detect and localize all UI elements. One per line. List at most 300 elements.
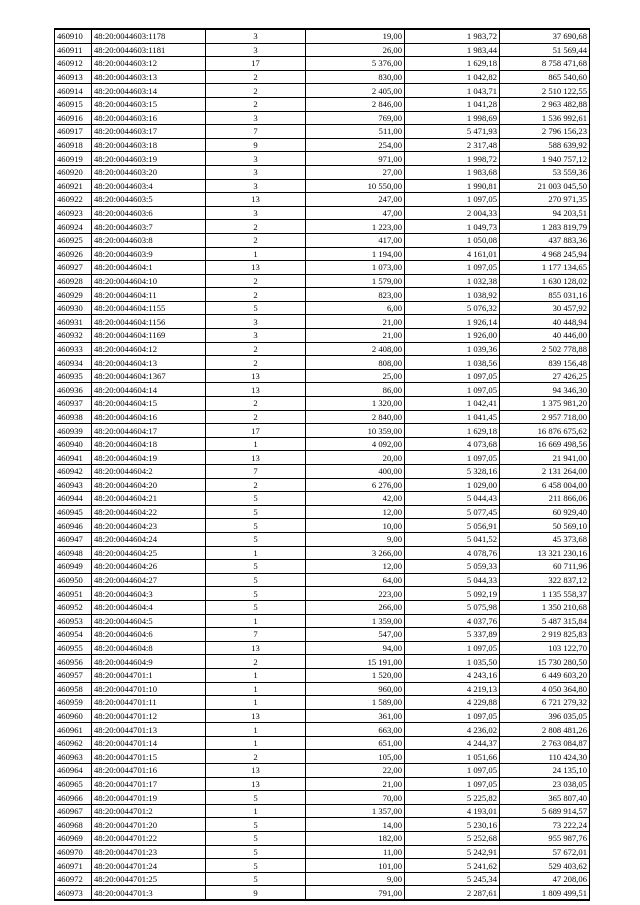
cadastral-value-cell: 396 035,05 xyxy=(500,709,590,723)
specific-value-cell: 1 990,81 xyxy=(405,179,500,193)
group-cell: 9 xyxy=(206,138,306,152)
area-cell: 15 191,00 xyxy=(306,655,405,669)
area-cell: 400,00 xyxy=(306,465,405,479)
specific-value-cell: 5 076,32 xyxy=(405,301,500,315)
row-number-cell: 460944 xyxy=(55,492,92,506)
group-cell: 5 xyxy=(206,859,306,873)
table-row xyxy=(55,397,590,411)
cadastral-value-cell: 53 559,36 xyxy=(500,165,590,179)
area-cell: 4 092,00 xyxy=(306,437,405,451)
group-cell: 1 xyxy=(206,614,306,628)
area-cell: 47,00 xyxy=(306,206,405,220)
row-number-cell: 460952 xyxy=(55,600,92,614)
cadastral-value-cell: 2 796 156,23 xyxy=(500,125,590,139)
group-cell: 2 xyxy=(206,97,306,111)
cadastral-number-cell: 48:20:0044603:9 xyxy=(92,247,206,261)
cadastral-number-cell: 48:20:0044604:21 xyxy=(92,492,206,506)
specific-value-cell: 5 230,16 xyxy=(405,818,500,832)
table-row xyxy=(55,356,590,370)
cadastral-number-cell: 48:20:0044604:1156 xyxy=(92,315,206,329)
area-cell: 9,00 xyxy=(306,872,405,886)
area-cell: 10 359,00 xyxy=(306,424,405,438)
row-number-cell: 460960 xyxy=(55,709,92,723)
group-cell: 7 xyxy=(206,628,306,642)
area-cell: 27,00 xyxy=(306,165,405,179)
table-row xyxy=(55,845,590,859)
group-cell: 13 xyxy=(206,369,306,383)
row-number-cell: 460936 xyxy=(55,383,92,397)
group-cell: 7 xyxy=(206,125,306,139)
cadastral-number-cell: 48:20:0044701:3 xyxy=(92,886,206,900)
cadastral-value-cell: 437 883,36 xyxy=(500,233,590,247)
area-cell: 2 846,00 xyxy=(306,97,405,111)
cadastral-number-cell: 48:20:0044604:5 xyxy=(92,614,206,628)
table-row xyxy=(55,736,590,750)
group-cell: 2 xyxy=(206,750,306,764)
row-number-cell: 460933 xyxy=(55,342,92,356)
row-number-cell: 460938 xyxy=(55,410,92,424)
cadastral-value-cell: 5 487 315,84 xyxy=(500,614,590,628)
row-number-cell: 460958 xyxy=(55,682,92,696)
area-cell: 21,00 xyxy=(306,777,405,791)
row-number-cell: 460917 xyxy=(55,125,92,139)
row-number-cell: 460959 xyxy=(55,696,92,710)
row-number-cell: 460968 xyxy=(55,818,92,832)
cadastral-value-cell: 47 208,06 xyxy=(500,872,590,886)
area-cell: 10 550,00 xyxy=(306,179,405,193)
area-cell: 1 579,00 xyxy=(306,274,405,288)
area-cell: 94,00 xyxy=(306,641,405,655)
group-cell: 2 xyxy=(206,220,306,234)
specific-value-cell: 5 075,98 xyxy=(405,600,500,614)
area-cell: 70,00 xyxy=(306,791,405,805)
specific-value-cell: 1 629,18 xyxy=(405,424,500,438)
specific-value-cell: 1 097,05 xyxy=(405,383,500,397)
cadastral-value-cell: 94 203,51 xyxy=(500,206,590,220)
cadastral-value-cell: 45 373,68 xyxy=(500,532,590,546)
area-cell: 1 194,00 xyxy=(306,247,405,261)
group-cell: 13 xyxy=(206,193,306,207)
area-cell: 417,00 xyxy=(306,233,405,247)
area-cell: 808,00 xyxy=(306,356,405,370)
cadastral-number-cell: 48:20:0044604:1367 xyxy=(92,369,206,383)
cadastral-number-cell: 48:20:0044701:16 xyxy=(92,764,206,778)
specific-value-cell: 1 041,28 xyxy=(405,97,500,111)
specific-value-cell: 2 004,33 xyxy=(405,206,500,220)
group-cell: 1 xyxy=(206,437,306,451)
specific-value-cell: 1 097,05 xyxy=(405,193,500,207)
group-cell: 3 xyxy=(206,165,306,179)
cadastral-number-cell: 48:20:0044603:19 xyxy=(92,152,206,166)
table-row xyxy=(55,600,590,614)
area-cell: 830,00 xyxy=(306,70,405,84)
table-row xyxy=(55,383,590,397)
area-cell: 10,00 xyxy=(306,519,405,533)
area-cell: 247,00 xyxy=(306,193,405,207)
table-row xyxy=(55,437,590,451)
cadastral-value-cell: 529 403,62 xyxy=(500,859,590,873)
cadastral-value-cell: 865 540,60 xyxy=(500,70,590,84)
group-cell: 9 xyxy=(206,886,306,900)
row-number-cell: 460964 xyxy=(55,764,92,778)
table-row xyxy=(55,573,590,587)
specific-value-cell: 1 983,44 xyxy=(405,43,500,57)
row-number-cell: 460914 xyxy=(55,84,92,98)
group-cell: 2 xyxy=(206,288,306,302)
specific-value-cell: 4 193,01 xyxy=(405,804,500,818)
row-number-cell: 460967 xyxy=(55,804,92,818)
specific-value-cell: 5 471,93 xyxy=(405,125,500,139)
row-number-cell: 460966 xyxy=(55,791,92,805)
row-number-cell: 460919 xyxy=(55,152,92,166)
area-cell: 5 376,00 xyxy=(306,57,405,71)
table-row xyxy=(55,57,590,71)
table-row xyxy=(55,465,590,479)
table-row xyxy=(55,655,590,669)
area-cell: 12,00 xyxy=(306,560,405,574)
cadastral-number-cell: 48:20:0044701:15 xyxy=(92,750,206,764)
table-row xyxy=(55,29,590,43)
cadastral-number-cell: 48:20:0044603:1178 xyxy=(92,29,206,43)
area-cell: 1 320,00 xyxy=(306,397,405,411)
cadastral-number-cell: 48:20:0044604:13 xyxy=(92,356,206,370)
table-row xyxy=(55,668,590,682)
area-cell: 11,00 xyxy=(306,845,405,859)
table-row xyxy=(55,777,590,791)
cadastral-value-cell: 1 350 210,68 xyxy=(500,600,590,614)
specific-value-cell: 1 042,41 xyxy=(405,397,500,411)
specific-value-cell: 4 244,37 xyxy=(405,736,500,750)
cadastral-value-cell: 211 866,06 xyxy=(500,492,590,506)
cadastral-number-cell: 48:20:0044603:16 xyxy=(92,111,206,125)
cadastral-value-cell: 6 721 279,32 xyxy=(500,696,590,710)
area-cell: 791,00 xyxy=(306,886,405,900)
cadastral-number-cell: 48:20:0044604:10 xyxy=(92,274,206,288)
table-row xyxy=(55,492,590,506)
group-cell: 3 xyxy=(206,329,306,343)
area-cell: 823,00 xyxy=(306,288,405,302)
area-cell: 960,00 xyxy=(306,682,405,696)
area-cell: 25,00 xyxy=(306,369,405,383)
row-number-cell: 460954 xyxy=(55,628,92,642)
cadastral-value-cell: 1 630 128,02 xyxy=(500,274,590,288)
row-number-cell: 460961 xyxy=(55,723,92,737)
table-row xyxy=(55,424,590,438)
row-number-cell: 460916 xyxy=(55,111,92,125)
cadastral-number-cell: 48:20:0044604:25 xyxy=(92,546,206,560)
table-row xyxy=(55,818,590,832)
row-number-cell: 460965 xyxy=(55,777,92,791)
group-cell: 17 xyxy=(206,424,306,438)
cadastral-number-cell: 48:20:0044701:2 xyxy=(92,804,206,818)
table-row xyxy=(55,832,590,846)
cadastral-number-cell: 48:20:0044603:8 xyxy=(92,233,206,247)
specific-value-cell: 1 097,05 xyxy=(405,641,500,655)
cadastral-value-cell: 2 131 264,00 xyxy=(500,465,590,479)
table-row xyxy=(55,872,590,886)
cadastral-number-cell: 48:20:0044701:23 xyxy=(92,845,206,859)
table-body xyxy=(55,29,590,900)
cadastral-value-cell: 60 711,96 xyxy=(500,560,590,574)
cadastral-value-cell: 57 672,01 xyxy=(500,845,590,859)
table-row xyxy=(55,43,590,57)
cadastral-number-cell: 48:20:0044604:1169 xyxy=(92,329,206,343)
specific-value-cell: 1 983,68 xyxy=(405,165,500,179)
table-row xyxy=(55,804,590,818)
group-cell: 3 xyxy=(206,152,306,166)
area-cell: 1 359,00 xyxy=(306,614,405,628)
cadastral-number-cell: 48:20:0044603:20 xyxy=(92,165,206,179)
specific-value-cell: 4 078,76 xyxy=(405,546,500,560)
cadastral-value-cell: 24 135,10 xyxy=(500,764,590,778)
row-number-cell: 460928 xyxy=(55,274,92,288)
group-cell: 2 xyxy=(206,274,306,288)
cadastral-number-cell: 48:20:0044603:13 xyxy=(92,70,206,84)
row-number-cell: 460955 xyxy=(55,641,92,655)
cadastral-value-cell: 1 536 992,61 xyxy=(500,111,590,125)
row-number-cell: 460923 xyxy=(55,206,92,220)
cadastral-value-cell: 1 177 134,65 xyxy=(500,261,590,275)
area-cell: 19,00 xyxy=(306,29,405,43)
row-number-cell: 460940 xyxy=(55,437,92,451)
cadastral-value-cell: 2 963 482,88 xyxy=(500,97,590,111)
group-cell: 13 xyxy=(206,451,306,465)
cadastral-number-cell: 48:20:0044604:27 xyxy=(92,573,206,587)
table-row xyxy=(55,220,590,234)
specific-value-cell: 1 097,05 xyxy=(405,261,500,275)
row-number-cell: 460931 xyxy=(55,315,92,329)
table-row xyxy=(55,111,590,125)
group-cell: 2 xyxy=(206,356,306,370)
area-cell: 14,00 xyxy=(306,818,405,832)
table-row xyxy=(55,193,590,207)
specific-value-cell: 5 059,33 xyxy=(405,560,500,574)
table-row xyxy=(55,138,590,152)
table-row xyxy=(55,587,590,601)
area-cell: 101,00 xyxy=(306,859,405,873)
specific-value-cell: 4 243,16 xyxy=(405,668,500,682)
area-cell: 663,00 xyxy=(306,723,405,737)
group-cell: 2 xyxy=(206,84,306,98)
row-number-cell: 460973 xyxy=(55,886,92,900)
cadastral-value-cell: 94 346,30 xyxy=(500,383,590,397)
table-row xyxy=(55,519,590,533)
cadastral-value-cell: 2 510 122,55 xyxy=(500,84,590,98)
table-row xyxy=(55,532,590,546)
table-row xyxy=(55,696,590,710)
cadastral-number-cell: 48:20:0044701:14 xyxy=(92,736,206,750)
cadastral-value-cell: 6 458 004,00 xyxy=(500,478,590,492)
group-cell: 5 xyxy=(206,872,306,886)
specific-value-cell: 5 242,91 xyxy=(405,845,500,859)
row-number-cell: 460946 xyxy=(55,519,92,533)
cadastral-number-cell: 48:20:0044604:9 xyxy=(92,655,206,669)
group-cell: 2 xyxy=(206,655,306,669)
group-cell: 1 xyxy=(206,736,306,750)
group-cell: 3 xyxy=(206,206,306,220)
cadastral-value-cell: 50 569,10 xyxy=(500,519,590,533)
area-cell: 6,00 xyxy=(306,301,405,315)
table-row xyxy=(55,682,590,696)
specific-value-cell: 1 050,08 xyxy=(405,233,500,247)
cadastral-value-cell: 1 135 558,37 xyxy=(500,587,590,601)
cadastral-value-cell: 2 919 825,83 xyxy=(500,628,590,642)
cadastral-number-cell: 48:20:0044701:12 xyxy=(92,709,206,723)
row-number-cell: 460935 xyxy=(55,369,92,383)
cadastral-number-cell: 48:20:0044604:19 xyxy=(92,451,206,465)
cadastral-number-cell: 48:20:0044604:2 xyxy=(92,465,206,479)
group-cell: 5 xyxy=(206,573,306,587)
cadastral-value-cell: 103 122,70 xyxy=(500,641,590,655)
area-cell: 86,00 xyxy=(306,383,405,397)
specific-value-cell: 4 219,13 xyxy=(405,682,500,696)
row-number-cell: 460972 xyxy=(55,872,92,886)
cadastral-number-cell: 48:20:0044604:20 xyxy=(92,478,206,492)
area-cell: 21,00 xyxy=(306,315,405,329)
cadastral-number-cell: 48:20:0044701:19 xyxy=(92,791,206,805)
specific-value-cell: 1 038,56 xyxy=(405,356,500,370)
group-cell: 13 xyxy=(206,764,306,778)
row-number-cell: 460945 xyxy=(55,505,92,519)
specific-value-cell: 1 629,18 xyxy=(405,57,500,71)
group-cell: 5 xyxy=(206,600,306,614)
cadastral-number-cell: 48:20:0044701:17 xyxy=(92,777,206,791)
row-number-cell: 460926 xyxy=(55,247,92,261)
specific-value-cell: 4 236,02 xyxy=(405,723,500,737)
cadastral-number-cell: 48:20:0044604:1155 xyxy=(92,301,206,315)
group-cell: 2 xyxy=(206,397,306,411)
area-cell: 511,00 xyxy=(306,125,405,139)
specific-value-cell: 5 252,68 xyxy=(405,832,500,846)
cadastral-value-cell: 21 003 045,50 xyxy=(500,179,590,193)
row-number-cell: 460930 xyxy=(55,301,92,315)
cadastral-value-cell: 6 449 603,20 xyxy=(500,668,590,682)
cadastral-value-cell: 855 031,16 xyxy=(500,288,590,302)
cadastral-value-cell: 37 690,68 xyxy=(500,29,590,43)
table-row xyxy=(55,505,590,519)
cadastral-value-cell: 955 987,76 xyxy=(500,832,590,846)
cadastral-value-cell: 4 968 245,94 xyxy=(500,247,590,261)
specific-value-cell: 1 032,38 xyxy=(405,274,500,288)
group-cell: 13 xyxy=(206,777,306,791)
specific-value-cell: 4 073,68 xyxy=(405,437,500,451)
group-cell: 1 xyxy=(206,696,306,710)
group-cell: 5 xyxy=(206,519,306,533)
cadastral-number-cell: 48:20:0044604:1 xyxy=(92,261,206,275)
group-cell: 13 xyxy=(206,261,306,275)
area-cell: 266,00 xyxy=(306,600,405,614)
cadastral-value-cell: 1 809 499,51 xyxy=(500,886,590,900)
specific-value-cell: 1 998,69 xyxy=(405,111,500,125)
cadastral-value-cell: 16 876 675,62 xyxy=(500,424,590,438)
specific-value-cell: 1 029,00 xyxy=(405,478,500,492)
cadastral-value-cell: 270 971,35 xyxy=(500,193,590,207)
specific-value-cell: 2 317,48 xyxy=(405,138,500,152)
cadastral-value-cell: 40 446,00 xyxy=(500,329,590,343)
cadastral-value-cell: 40 448,94 xyxy=(500,315,590,329)
cadastral-number-cell: 48:20:0044701:13 xyxy=(92,723,206,737)
cadastral-value-cell: 1 283 819,79 xyxy=(500,220,590,234)
row-number-cell: 460918 xyxy=(55,138,92,152)
area-cell: 651,00 xyxy=(306,736,405,750)
area-cell: 1 520,00 xyxy=(306,668,405,682)
cadastral-value-cell: 5 689 914,57 xyxy=(500,804,590,818)
area-cell: 971,00 xyxy=(306,152,405,166)
specific-value-cell: 1 983,72 xyxy=(405,29,500,43)
row-number-cell: 460913 xyxy=(55,70,92,84)
group-cell: 5 xyxy=(206,532,306,546)
table-row xyxy=(55,750,590,764)
cadastral-value-cell: 51 569,44 xyxy=(500,43,590,57)
group-cell: 7 xyxy=(206,465,306,479)
group-cell: 13 xyxy=(206,641,306,655)
row-number-cell: 460925 xyxy=(55,233,92,247)
cadastral-number-cell: 48:20:0044604:22 xyxy=(92,505,206,519)
specific-value-cell: 2 287,61 xyxy=(405,886,500,900)
row-number-cell: 460910 xyxy=(55,29,92,43)
table-row xyxy=(55,274,590,288)
area-cell: 1 073,00 xyxy=(306,261,405,275)
cadastral-number-cell: 48:20:0044603:4 xyxy=(92,179,206,193)
cadastral-number-cell: 48:20:0044701:22 xyxy=(92,832,206,846)
specific-value-cell: 5 041,52 xyxy=(405,532,500,546)
table-row xyxy=(55,125,590,139)
cadastral-number-cell: 48:20:0044604:17 xyxy=(92,424,206,438)
area-cell: 547,00 xyxy=(306,628,405,642)
table-row xyxy=(55,451,590,465)
table-row xyxy=(55,315,590,329)
cadastral-number-cell: 48:20:0044603:17 xyxy=(92,125,206,139)
area-cell: 64,00 xyxy=(306,573,405,587)
specific-value-cell: 1 051,66 xyxy=(405,750,500,764)
group-cell: 3 xyxy=(206,29,306,43)
specific-value-cell: 5 044,33 xyxy=(405,573,500,587)
table-row xyxy=(55,614,590,628)
cadastral-value-cell: 13 321 230,16 xyxy=(500,546,590,560)
row-number-cell: 460970 xyxy=(55,845,92,859)
specific-value-cell: 1 097,05 xyxy=(405,451,500,465)
table-row xyxy=(55,152,590,166)
group-cell: 2 xyxy=(206,342,306,356)
area-cell: 12,00 xyxy=(306,505,405,519)
row-number-cell: 460957 xyxy=(55,668,92,682)
area-cell: 254,00 xyxy=(306,138,405,152)
group-cell: 2 xyxy=(206,410,306,424)
cadastral-number-cell: 48:20:0044604:23 xyxy=(92,519,206,533)
table-row xyxy=(55,261,590,275)
specific-value-cell: 4 037,76 xyxy=(405,614,500,628)
specific-value-cell: 1 097,05 xyxy=(405,764,500,778)
specific-value-cell: 5 328,16 xyxy=(405,465,500,479)
area-cell: 1 223,00 xyxy=(306,220,405,234)
cadastral-number-cell: 48:20:0044604:8 xyxy=(92,641,206,655)
table-row xyxy=(55,560,590,574)
table-row xyxy=(55,84,590,98)
cadastral-number-cell: 48:20:0044604:18 xyxy=(92,437,206,451)
row-number-cell: 460915 xyxy=(55,97,92,111)
table-row xyxy=(55,791,590,805)
row-number-cell: 460953 xyxy=(55,614,92,628)
group-cell: 5 xyxy=(206,560,306,574)
specific-value-cell: 5 337,89 xyxy=(405,628,500,642)
group-cell: 5 xyxy=(206,301,306,315)
group-cell: 5 xyxy=(206,587,306,601)
cadastral-number-cell: 48:20:0044604:4 xyxy=(92,600,206,614)
group-cell: 3 xyxy=(206,315,306,329)
specific-value-cell: 1 038,92 xyxy=(405,288,500,302)
cadastral-number-cell: 48:20:0044701:24 xyxy=(92,859,206,873)
group-cell: 3 xyxy=(206,179,306,193)
